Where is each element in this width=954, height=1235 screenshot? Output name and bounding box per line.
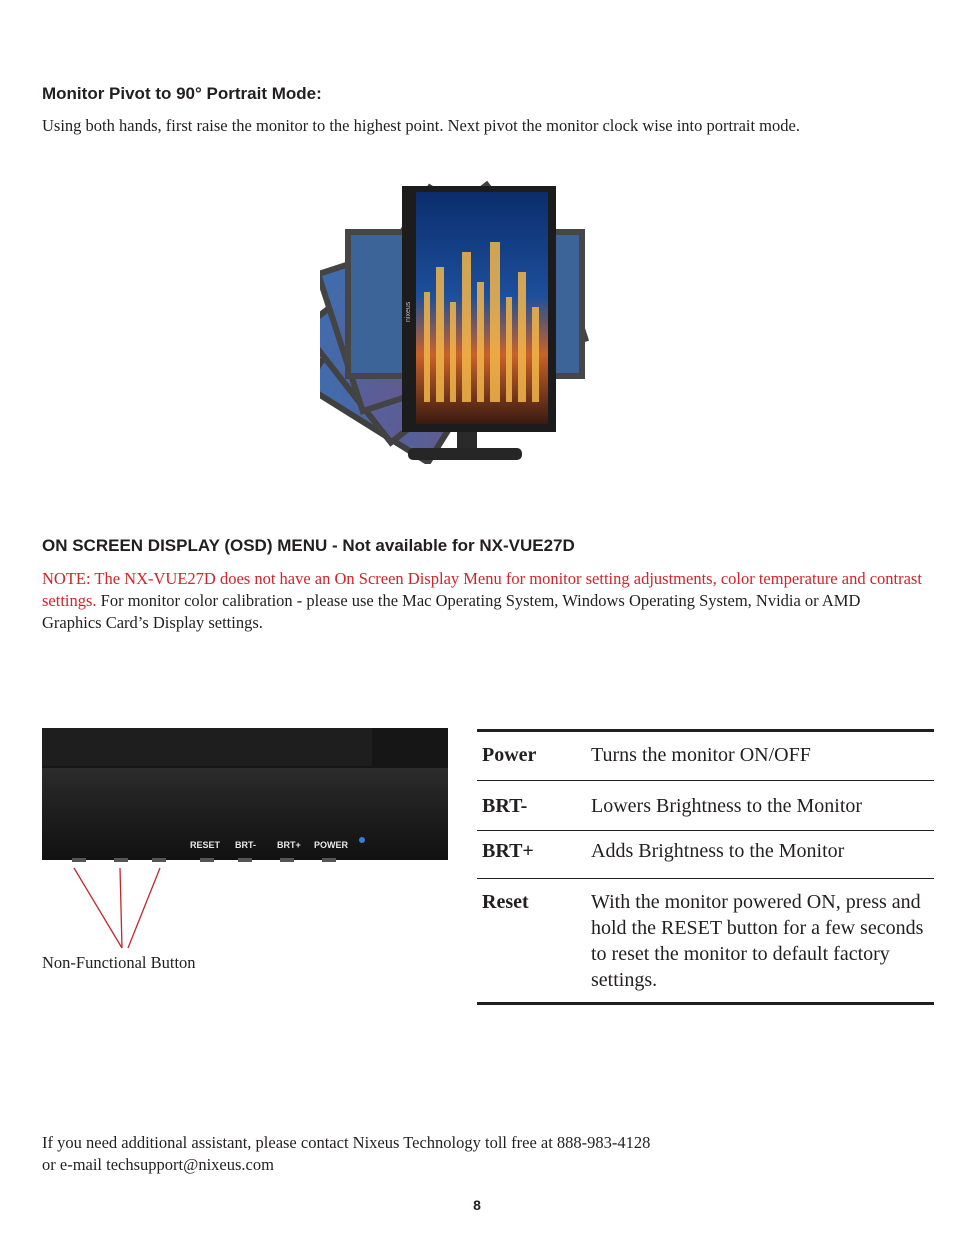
osd-button-table — [477, 729, 934, 1005]
osd-heading: ON SCREEN DISPLAY (OSD) MENU - Not available for NX-VUE27D — [42, 536, 575, 555]
osd-note — [42, 568, 922, 634]
button-label-brt-minus: BRT- — [235, 840, 256, 850]
table-key-reset: Reset — [482, 891, 529, 913]
pivot-instructions: Using both hands, first raise the monitor to the highest point. Next pivot the monitor clock wise into portrait mode. — [42, 116, 800, 135]
table-value-power: Turns the monitor ON/OFF — [591, 744, 811, 766]
table-row — [477, 831, 934, 879]
table-key-brt-minus: BRT- — [482, 795, 528, 817]
footer-contact — [42, 1132, 650, 1176]
button-label-brt-plus: BRT+ — [277, 840, 301, 850]
monitor-pivot-illustration — [320, 172, 612, 464]
footer-contact-line-1: If you need additional assistant, please contact Nixeus Technology toll free at 888-983-4128 — [42, 1133, 651, 1152]
table-key-brt-plus: BRT+ — [482, 840, 534, 862]
nonfunctional-pointer-lines — [74, 868, 160, 948]
page-number: 8 — [473, 1197, 481, 1213]
osd-note-black: For monitor color calibration - please use the Mac Operating System, Windows Operating System, Nvidia or AMD Graphics Card’s Display settings. — [42, 591, 861, 632]
table-value-brt-plus: Adds Brightness to the Monitor — [591, 840, 845, 862]
power-led-icon — [359, 837, 365, 843]
pivot-heading: Monitor Pivot to 90° Portrait Mode: — [42, 84, 322, 103]
button-label-reset: RESET — [190, 840, 221, 850]
monitor-button-strip-photo — [42, 728, 448, 976]
osd-note-red: NOTE: The NX-VUE27D does not have an On Screen Display Menu for monitor setting adjustments, color temperature and contrast settings. — [42, 569, 922, 610]
monitor-brand-text: nixeus — [405, 301, 412, 322]
portrait-monitor — [402, 186, 556, 460]
table-row — [477, 879, 934, 1004]
table-value-brt-minus: Lowers Brightness to the Monitor — [591, 795, 863, 817]
table-value-reset: With the monitor powered ON, press and hold the RESET button for a few seconds to reset the monitor to default factory settings. — [591, 891, 924, 991]
footer-contact-line-2: or e-mail techsupport@nixeus.com — [42, 1155, 274, 1174]
nonfunctional-button-label: Non-Functional Button — [42, 953, 196, 972]
table-row — [477, 731, 934, 781]
button-label-power: POWER — [314, 840, 349, 850]
table-key-power: Power — [482, 744, 537, 766]
table-row — [477, 781, 934, 831]
